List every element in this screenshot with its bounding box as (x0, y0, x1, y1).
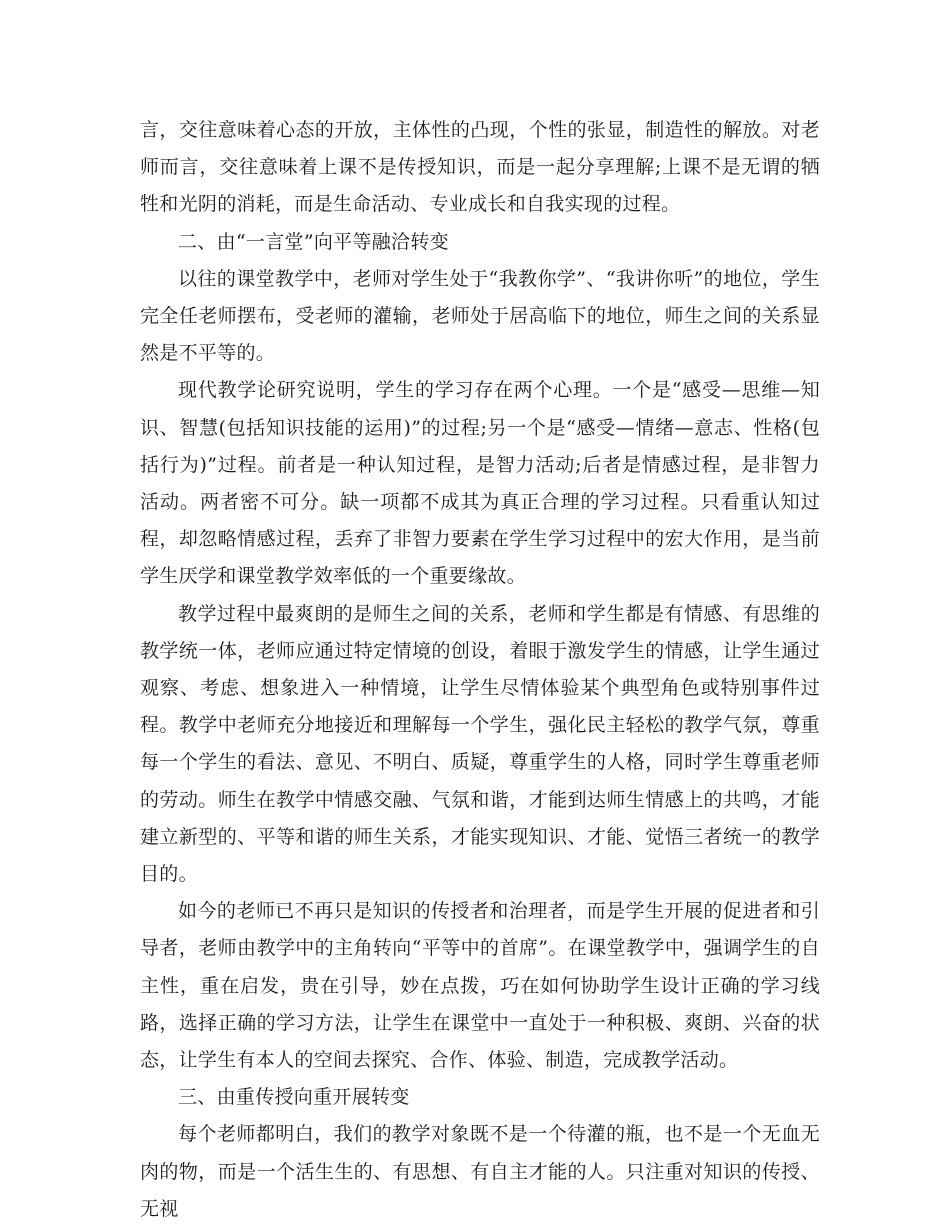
paragraph-continued: 言，交往意味着心态的开放，主体性的凸现，个性的张显，制造性的解放。对老师而言，交往意味着上课不是传授知识，而是一起分享理解;上课不是无谓的牺牲和光阴的消耗，而是生命活动、专业成长和自我实现的过程。 (140, 119, 820, 216)
paragraph: 现代教学论研究说明，学生的学习存在两个心理。一个是“感受—思维—知识、智慧(包括知识技能的运用)”的过程;另一个是“感受—情绪—意志、性格(包括行为)”过程。前者是一种认知过程，是智力活动;后者是情感过程，是非智力活动。两者密不可分。缺一项都不成其为真正合理的学习过程。只看重认知过程，却忽略情感过程，丢弃了非智力要素在学生学习过程中的宏大作用，是当前学生厌学和课堂教学效率低的一个重要缘故。 (140, 379, 820, 588)
paragraph: 每个老师都明白，我们的教学对象既不是一个待灌的瓶，也不是一个无血无肉的物，而是一个活生生的、有思想、有自主才能的人。只注重对知识的传授、无视 (140, 1123, 820, 1220)
section-heading-2: 二、由“一言堂”向平等融洽转变 (178, 230, 449, 253)
section-heading-3: 三、由重传授向重开展转变 (178, 1086, 410, 1109)
paragraph: 教学过程中最爽朗的是师生之间的关系，老师和学生都是有情感、有思维的教学统一体，老师应通过特定情境的创设，着眼于激发学生的情感，让学生通过观察、考虑、想象进入一种情境，让学生尽情体验某个典型角色或特别事件过程。教学中老师充分地接近和理解每一个学生，强化民主轻松的教学气氛，尊重每一个学生的看法、意见、不明白、质疑，尊重学生的人格，同时学生尊重老师的劳动。师生在教学中情感交融、气氛和谐，才能到达师生情感上的共鸣，才能建立新型的、平等和谐的师生关系，才能实现知识、才能、觉悟三者统一的教学目的。 (140, 602, 820, 886)
paragraph: 如今的老师已不再只是知识的传授者和治理者，而是学生开展的促进者和引导者，老师由教学中的主角转向“平等中的首席”。在课堂教学中，强调学生的自主性，重在启发，贵在引导，妙在点拨，巧在如何协助学生设计正确的学习线路，选择正确的学习方法，让学生在课堂中一直处于一种积极、爽朗、兴奋的状态，让学生有本人的空间去探究、合作、体验、制造，完成教学活动。 (140, 900, 820, 1072)
document-body (140, 112, 820, 1228)
paragraph: 以往的课堂教学中，老师对学生处于“我教你学”、“我讲你听”的地位，学生完全任老师摆布，受老师的灌输，老师处于居高临下的地位，师生之间的关系显然是不平等的。 (140, 267, 820, 365)
